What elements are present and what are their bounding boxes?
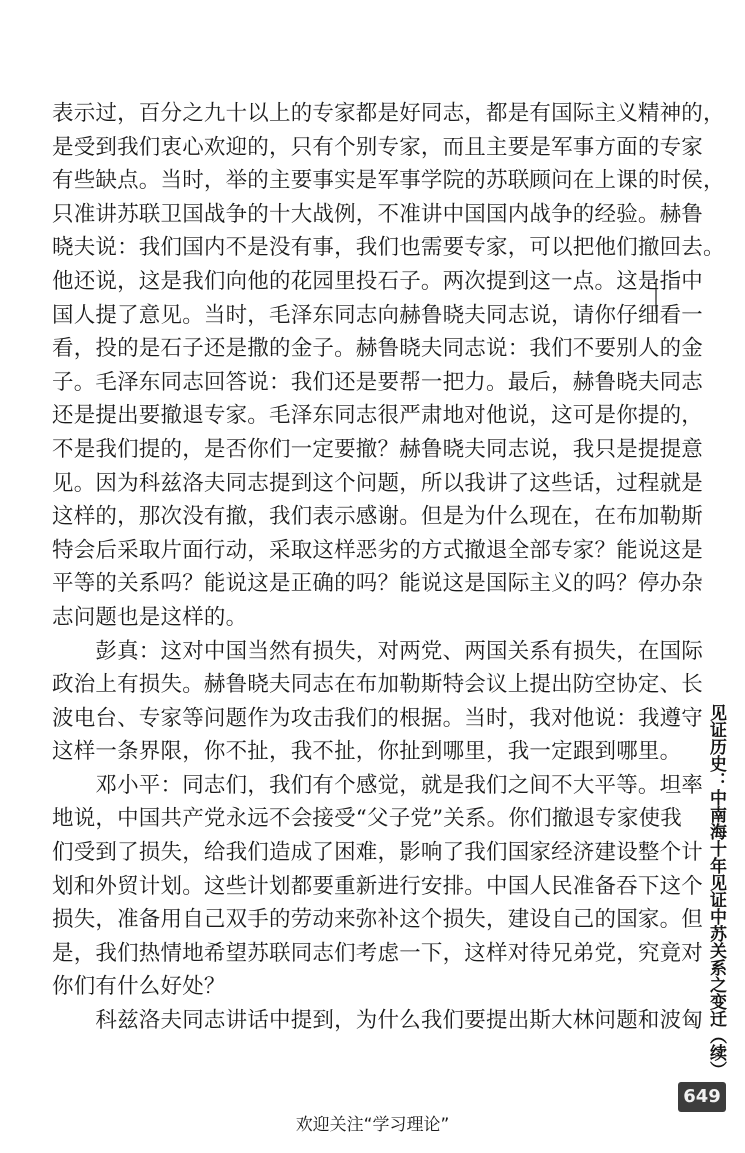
text-line: 表示过，百分之九十以上的专家都是好同志，都是有国际主义精神的， xyxy=(52,101,725,126)
paragraph-1 xyxy=(52,97,725,635)
paragraph-2 xyxy=(52,635,704,769)
speaker-label: 彭真： xyxy=(95,638,161,664)
text-run: 科兹洛夫同志讲话中提到，为什么我们要提出斯大林问题和波匈 xyxy=(95,1008,704,1034)
text-line: 你们有什么好处？ xyxy=(52,974,226,1000)
speaker-label: 邓小平： xyxy=(95,772,183,798)
text-line: 划和外贸计划。这些计划都要重新进行安排。中国人民准备吞下这个 xyxy=(52,873,704,899)
text-line: 晓夫说：我们国内不是没有事，我们也需要专家，可以把他们撤回去。 xyxy=(52,235,725,261)
text-line: 是受到我们衷心欢迎的，只有个别专家，而且主要是军事方面的专家 xyxy=(52,134,704,160)
text-line: 不是我们提的，是否你们一定要撤？赫鲁晓夫同志说，我只是提提意 xyxy=(52,436,704,462)
text-line xyxy=(52,769,704,803)
text-line: 波电台、专家等问题作为攻击我们的根据。当时，我对他说：我遵守 xyxy=(52,705,704,731)
text-line: 志问题也是这样的。 xyxy=(52,604,248,630)
text-line: 这样一条界限，你不扯，我不扯，你扯到哪里，我一定跟到哪里。 xyxy=(52,739,682,765)
paragraph-4 xyxy=(52,1004,704,1038)
text-line: 是，我们热情地希望苏联同志们考虑一下，这样对待兄弟党，究竟对 xyxy=(52,940,704,966)
page-number: 649 xyxy=(678,1082,726,1112)
text-line: 他还说，这是我们向他的花园里投石子。两次提到这一点。这是指中 xyxy=(52,268,704,294)
text-line: 国人提了意见。当时，毛泽东同志向赫鲁晓夫同志说，请你仔细看一 xyxy=(52,302,704,328)
text-line: 政治上有损失。赫鲁晓夫同志在布加勒斯特会议上提出防空协定、长 xyxy=(52,672,704,698)
text-line: 子。毛泽东同志回答说：我们还是要帮一把力。最后，赫鲁晓夫同志 xyxy=(52,369,704,395)
text-line: 只准讲苏联卫国战争的十大战例，不准讲中国国内战争的经验。赫鲁 xyxy=(52,201,704,227)
text-line: 有些缺点。当时，举的主要事实是军事学院的苏联顾问在上课的时侯， xyxy=(52,168,725,194)
text-run: 这对中国当然有损失，对两党、两国关系有损失，在国际 xyxy=(160,638,704,664)
text-line: 们受到了损失，给我们造成了困难，影响了我们国家经济建设整个计 xyxy=(52,840,704,866)
text-line xyxy=(52,635,704,669)
text-line: 平等的关系吗？能说这是正确的吗？能说这是国际主义的吗？停办杂 xyxy=(52,571,704,597)
text-line: 特会后采取片面行动，采取这样恶劣的方式撤退全部专家？能说这是 xyxy=(52,537,704,563)
text-run: 同志们，我们有个感觉，就是我们之间不大平等。坦率 xyxy=(182,772,704,798)
text-line: 损失，准备用自己双手的劳动来弥补这个损失，建设自己的国家。但 xyxy=(52,907,704,933)
text-line: 地说，中国共产党永远不会接受“父子党”关系。你们撤退专家使我 xyxy=(52,806,682,832)
text-line: 还是提出要撤退专家。毛泽东同志很严肃地对他说，这可是你提的， xyxy=(52,403,704,429)
paragraph-3 xyxy=(52,769,704,1004)
running-head: 见证历史：中南海十年见证中苏关系之变迁（续） xyxy=(706,704,726,1078)
text-line: 看，投的是石子还是撒的金子。赫鲁晓夫同志说：我们不要别人的金 xyxy=(52,336,704,362)
text-line xyxy=(52,1004,704,1038)
text-line: 这样的，那次没有撤，我们表示感谢。但是为什么现在，在布加勒斯 xyxy=(52,504,704,530)
text-line: 见。因为科兹洛夫同志提到这个问题，所以我讲了这些话，过程就是 xyxy=(52,470,704,496)
footer-note: 欢迎关注“学习理论” xyxy=(295,1115,450,1135)
